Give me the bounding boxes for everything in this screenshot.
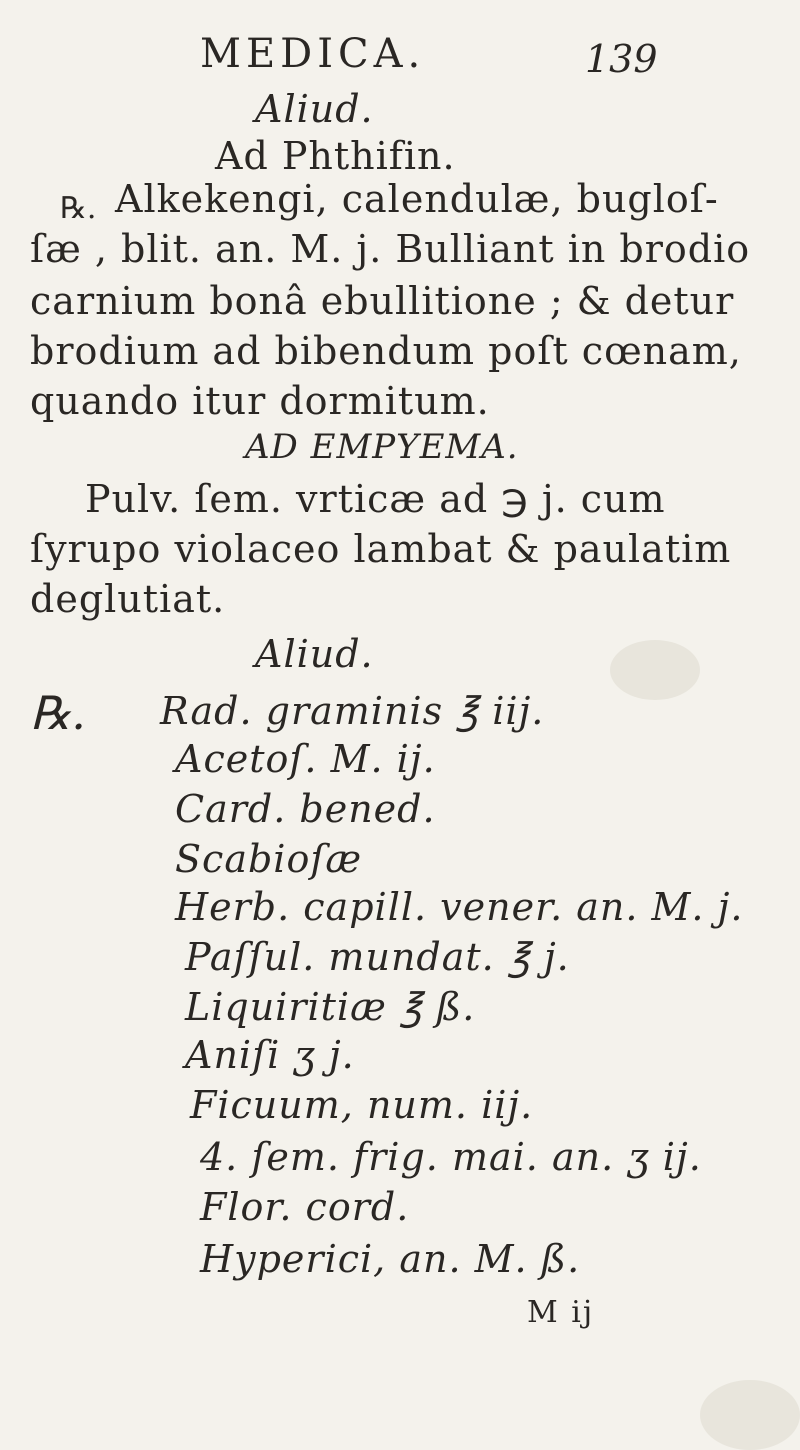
recipe-line: Ficuum, num. iij. bbox=[190, 1083, 534, 1127]
recipe-line: Liquiritiæ ℥ ß. bbox=[185, 985, 476, 1029]
recipe-symbol: ℞. bbox=[60, 191, 97, 226]
running-head: MEDICA. bbox=[200, 31, 426, 77]
recipe-line: 4. ſem. frig. mai. an. ʒ ij. bbox=[200, 1135, 702, 1179]
recipe-line: Aniſi ʒ j. bbox=[185, 1033, 355, 1077]
signature-mark: M ij bbox=[527, 1295, 595, 1330]
text-line: ſæ , blit. an. M. j. Bulliant in brodio bbox=[30, 227, 751, 271]
recipe-line: Herb. capill. vener. an. M. j. bbox=[175, 885, 744, 929]
text-line: deglutiat. bbox=[30, 577, 226, 621]
section-heading-empyema: AD EMPYEMA. bbox=[245, 427, 519, 467]
recipe-symbol-large: ℞. bbox=[30, 686, 86, 740]
recipe-line: Rad. graminis ℥ iij. bbox=[160, 689, 545, 733]
section-heading-aliud: Aliud. bbox=[255, 87, 374, 131]
recipe-line: Hyperici, an. M. ß. bbox=[200, 1237, 581, 1281]
text-line: Alkekengi, calendulæ, bugloſ- bbox=[115, 177, 719, 221]
recipe-line: Flor. cord. bbox=[200, 1185, 410, 1229]
paper-stain bbox=[610, 640, 700, 700]
section-heading-aliud: Aliud. bbox=[255, 632, 374, 676]
text-line: brodium ad bibendum poſt cœnam, bbox=[30, 329, 742, 373]
recipe-line: Card. bened. bbox=[175, 787, 436, 831]
recipe-line: Paſſul. mundat. ℥ j. bbox=[185, 935, 570, 979]
recipe-line: Acetoſ. M. ij. bbox=[175, 737, 436, 781]
text-line: carnium bonâ ebullitione ; & detur bbox=[30, 279, 735, 323]
paper-stain bbox=[700, 1380, 800, 1450]
text-line: ſyrupo violaceo lambat & paulatim bbox=[30, 527, 732, 571]
subheading-phthisis: Ad Phthifin. bbox=[215, 134, 456, 178]
text-line: Pulv. ſem. vrticæ ad ℈ j. cum bbox=[85, 477, 666, 521]
recipe-line: Scabioſæ bbox=[175, 837, 363, 881]
text-line: quando itur dormitum. bbox=[30, 379, 490, 423]
page-number: 139 bbox=[585, 37, 658, 81]
